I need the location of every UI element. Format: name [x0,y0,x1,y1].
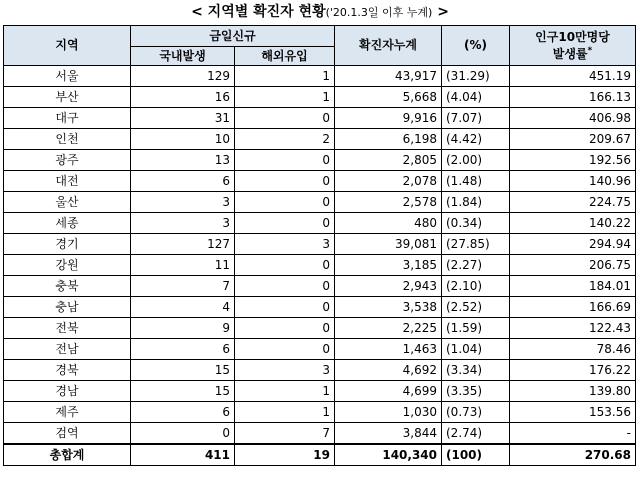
header-region: 지역 [4,26,131,66]
cell-percent: (3.35) [442,381,510,402]
table-title [0,2,640,22]
table-row [4,255,636,276]
cell-rate: 206.75 [510,255,636,276]
cell-region: 검역 [4,423,131,445]
cell-rate: 294.94 [510,234,636,255]
table-row [4,234,636,255]
cell-cumulative: 1,030 [335,402,442,423]
header-rate-mark: * [587,46,593,56]
table-row [4,150,636,171]
cell-region: 세종 [4,213,131,234]
header-domestic: 국내발생 [131,47,235,66]
header-rate-line1: 인구10만명당 [535,30,610,44]
cell-percent: (1.04) [442,339,510,360]
cell-cumulative: 3,538 [335,297,442,318]
table-row [4,339,636,360]
cell-rate: 78.46 [510,339,636,360]
cell-cumulative: 9,916 [335,108,442,129]
cell-rate: 122.43 [510,318,636,339]
header-imported: 해외유입 [235,47,335,66]
total-cumulative: 140,340 [335,444,442,466]
table-row [4,423,636,445]
cell-domestic: 13 [131,150,235,171]
cell-imported: 0 [235,108,335,129]
cell-domestic: 6 [131,339,235,360]
cell-region: 전남 [4,339,131,360]
table-row [4,213,636,234]
cell-percent: (7.07) [442,108,510,129]
cell-rate: 192.56 [510,150,636,171]
cell-cumulative: 3,844 [335,423,442,445]
cell-rate: 184.01 [510,276,636,297]
table-row [4,360,636,381]
cell-region: 경북 [4,360,131,381]
cell-imported: 0 [235,150,335,171]
cell-percent: (2.74) [442,423,510,445]
cell-imported: 0 [235,276,335,297]
table-row [4,171,636,192]
cell-percent: (1.59) [442,318,510,339]
cell-percent: (0.73) [442,402,510,423]
cell-imported: 0 [235,171,335,192]
cell-domestic: 16 [131,87,235,108]
cell-domestic: 3 [131,213,235,234]
table-row [4,108,636,129]
cell-domestic: 9 [131,318,235,339]
table-row [4,318,636,339]
table-row [4,192,636,213]
cell-rate: 224.75 [510,192,636,213]
cell-imported: 1 [235,402,335,423]
table-row [4,381,636,402]
cell-region: 전북 [4,318,131,339]
cell-rate: 139.80 [510,381,636,402]
cell-cumulative: 43,917 [335,66,442,87]
total-domestic: 411 [131,444,235,466]
cell-imported: 0 [235,255,335,276]
cell-region: 울산 [4,192,131,213]
cell-imported: 3 [235,360,335,381]
header-rate-line2 [514,44,631,61]
cell-imported: 0 [235,297,335,318]
table-row [4,276,636,297]
table-row [4,402,636,423]
cell-rate: 140.22 [510,213,636,234]
table-body [4,66,636,466]
cell-rate: 406.98 [510,108,636,129]
cell-cumulative: 2,078 [335,171,442,192]
cell-percent: (3.34) [442,360,510,381]
table-row [4,66,636,87]
cell-region: 강원 [4,255,131,276]
cell-domestic: 15 [131,381,235,402]
header-rate-line2-text: 발생률 [552,47,588,61]
cell-region: 부산 [4,87,131,108]
cell-cumulative: 5,668 [335,87,442,108]
cell-percent: (2.27) [442,255,510,276]
cell-cumulative: 4,699 [335,381,442,402]
cell-domestic: 15 [131,360,235,381]
cell-percent: (2.10) [442,276,510,297]
cell-percent: (27.85) [442,234,510,255]
total-percent: (100) [442,444,510,466]
header-cumulative: 확진자누계 [335,26,442,66]
cell-cumulative: 2,943 [335,276,442,297]
cell-imported: 0 [235,213,335,234]
cell-domestic: 6 [131,402,235,423]
cell-rate: 176.22 [510,360,636,381]
cell-domestic: 0 [131,423,235,445]
cell-imported: 1 [235,87,335,108]
header-today-new: 금일신규 [131,26,335,47]
header-rate [510,26,636,66]
cell-region: 제주 [4,402,131,423]
table-row [4,297,636,318]
cell-imported: 1 [235,66,335,87]
cell-rate: 451.19 [510,66,636,87]
cell-cumulative: 3,185 [335,255,442,276]
cell-rate: 153.56 [510,402,636,423]
cell-domestic: 31 [131,108,235,129]
cell-region: 인천 [4,129,131,150]
table-row [4,87,636,108]
cell-imported: 0 [235,192,335,213]
regional-cases-table [3,25,636,466]
title-main: < 지역별 확진자 현황 [191,4,326,20]
total-region: 총합계 [4,444,131,466]
cell-region: 경기 [4,234,131,255]
cell-rate: - [510,423,636,445]
cell-cumulative: 480 [335,213,442,234]
cell-percent: (2.52) [442,297,510,318]
cell-region: 대구 [4,108,131,129]
cell-domestic: 3 [131,192,235,213]
cell-imported: 7 [235,423,335,445]
cell-percent: (31.29) [442,66,510,87]
cell-domestic: 7 [131,276,235,297]
cell-percent: (4.42) [442,129,510,150]
cell-region: 충남 [4,297,131,318]
cell-region: 경남 [4,381,131,402]
cell-region: 대전 [4,171,131,192]
title-end: > [432,4,449,20]
cell-region: 충북 [4,276,131,297]
cell-cumulative: 39,081 [335,234,442,255]
header-percent: (%) [442,26,510,66]
cell-imported: 0 [235,339,335,360]
cell-imported: 2 [235,129,335,150]
cell-region: 서울 [4,66,131,87]
cell-domestic: 127 [131,234,235,255]
cell-cumulative: 4,692 [335,360,442,381]
title-sub: ('20.1.3일 이후 누계) [325,6,433,19]
cell-rate: 166.69 [510,297,636,318]
cell-imported: 3 [235,234,335,255]
cell-percent: (1.84) [442,192,510,213]
cell-domestic: 129 [131,66,235,87]
cell-domestic: 4 [131,297,235,318]
cell-cumulative: 6,198 [335,129,442,150]
cell-percent: (4.04) [442,87,510,108]
cell-region: 광주 [4,150,131,171]
cell-cumulative: 2,225 [335,318,442,339]
cell-rate: 140.96 [510,171,636,192]
table-row [4,129,636,150]
cell-rate: 166.13 [510,87,636,108]
cell-percent: (1.48) [442,171,510,192]
total-rate: 270.68 [510,444,636,466]
cell-cumulative: 1,463 [335,339,442,360]
cell-cumulative: 2,578 [335,192,442,213]
total-imported: 19 [235,444,335,466]
total-row [4,444,636,466]
cell-imported: 0 [235,318,335,339]
cell-percent: (0.34) [442,213,510,234]
cell-domestic: 10 [131,129,235,150]
cell-domestic: 6 [131,171,235,192]
cell-domestic: 11 [131,255,235,276]
cell-cumulative: 2,805 [335,150,442,171]
cell-rate: 209.67 [510,129,636,150]
cell-imported: 1 [235,381,335,402]
cell-percent: (2.00) [442,150,510,171]
